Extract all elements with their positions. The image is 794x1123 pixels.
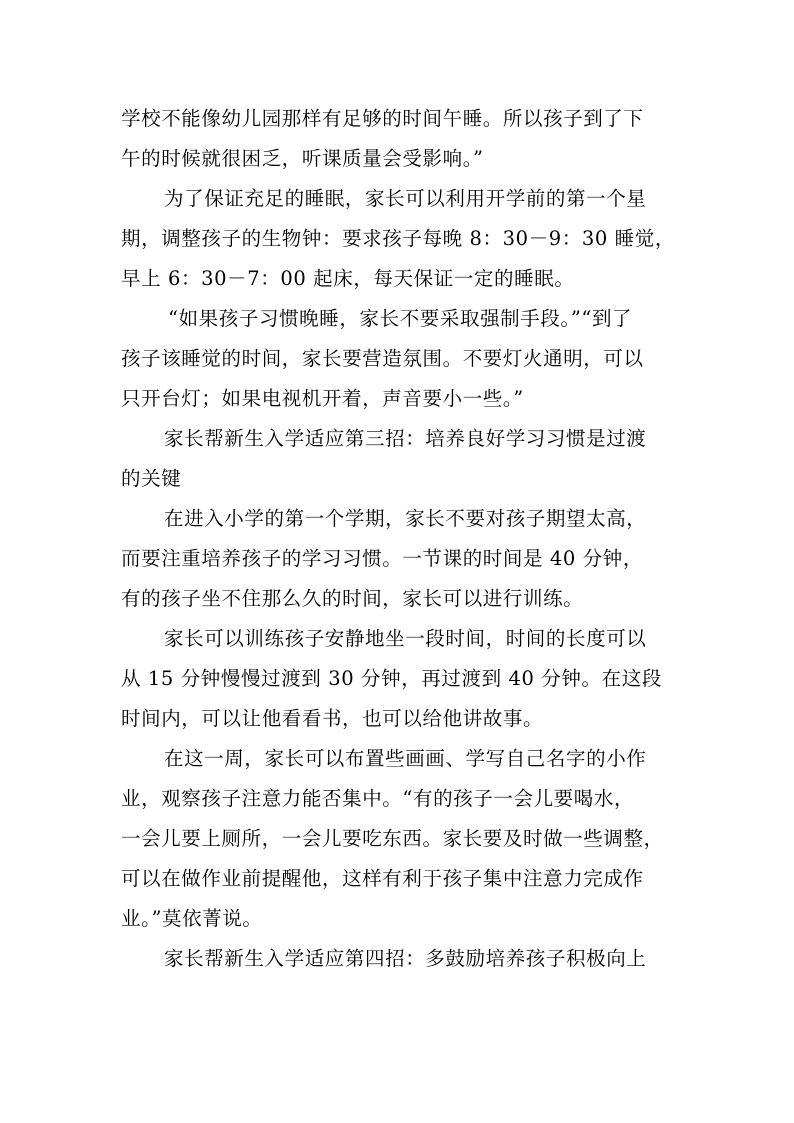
section-heading-line: 家长帮新生入学适应第四招：多鼓励培养孩子积极向上 <box>164 947 647 970</box>
text-line: 业，观察孩子注意力能否集中。“有的孩子一会儿要喝水， <box>121 787 635 810</box>
text-line: 学校不能像幼儿园那样有足够的时间午睡。所以孩子到了下 <box>121 107 644 130</box>
paragraph-start-line: 为了保证充足的睡眠，家长可以利用开学前的第一个星 <box>164 187 647 210</box>
paragraph-start-line: 在进入小学的第一个学期，家长不要对孩子期望太高， <box>164 507 647 530</box>
section-heading-line: 家长帮新生入学适应第三招：培养良好学习习惯是过渡 <box>164 427 647 450</box>
text-line: 时间内，可以让他看看书，也可以给他讲故事。 <box>121 707 544 730</box>
text-line: 有的孩子坐不住那么久的时间，家长可以进行训练。 <box>121 587 584 610</box>
text-line: 业。”莫依菁说。 <box>121 907 263 930</box>
section-heading-continuation: 的关键 <box>121 467 182 490</box>
text-line: 期，调整孩子的生物钟：要求孩子每晚 8：30－9：30 睡觉， <box>121 227 675 250</box>
text-line: 从 15 分钟慢慢过渡到 30 分钟，再过渡到 40 分钟。在这段 <box>121 667 662 690</box>
text-line: 早上 6：30－7：00 起床，每天保证一定的睡眠。 <box>121 267 575 290</box>
paragraph-start-line: 在这一周，家长可以布置些画画、学写自己名字的小作 <box>164 747 647 770</box>
text-line: 而要注重培养孩子的学习习惯。一节课的时间是 40 分钟， <box>121 547 644 570</box>
text-line: 只开台灯；如果电视机开着，声音要小一些。” <box>121 387 524 410</box>
text-line: 孩子该睡觉的时间，家长要营造氛围。不要灯火通明，可以 <box>121 347 644 370</box>
paragraph-start-line: “如果孩子习惯晚睡，家长不要采取强制手段。”“到了 <box>168 307 633 330</box>
text-line: 午的时候就很困乏，听课质量会受影响。” <box>121 147 484 170</box>
text-line: 可以在做作业前提醒他，这样有利于孩子集中注意力完成作 <box>121 867 644 890</box>
document-body <box>121 99 681 979</box>
paragraph-start-line: 家长可以训练孩子安静地坐一段时间，时间的长度可以 <box>164 627 647 650</box>
text-line: 一会儿要上厕所，一会儿要吃东西。家长要及时做一些调整， <box>121 827 664 850</box>
